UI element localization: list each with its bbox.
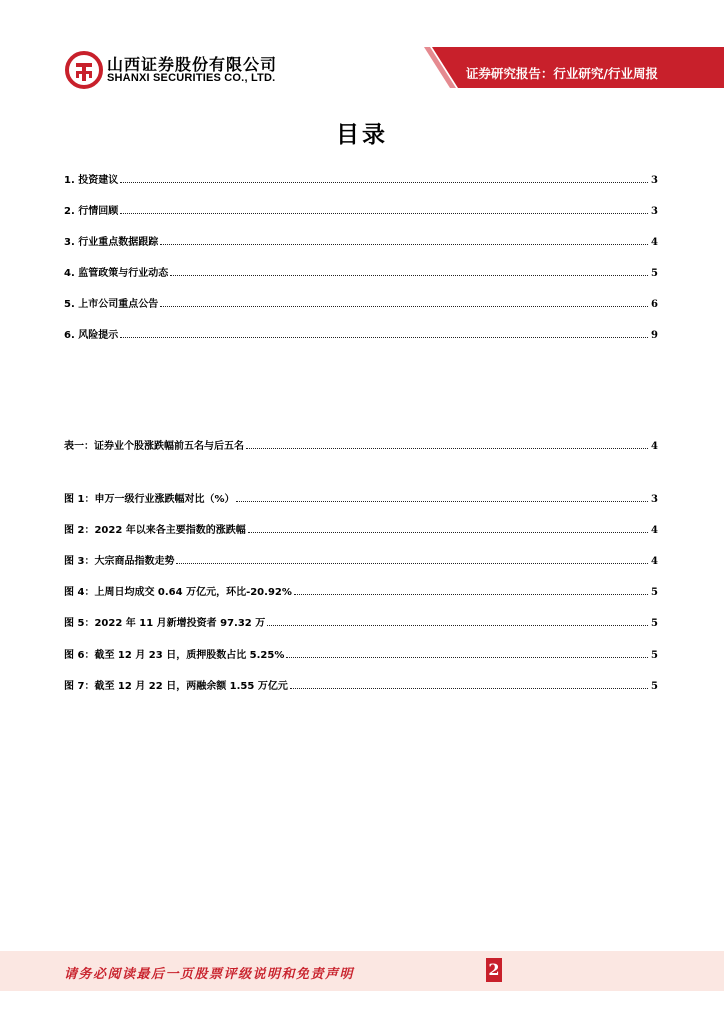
toc-entry-label: 图 1：申万一级行业涨跌幅对比（%） xyxy=(64,494,235,505)
toc-entry-page: 4 xyxy=(651,556,658,567)
toc-leader-dots xyxy=(170,275,648,276)
toc-leader-dots xyxy=(236,501,648,502)
toc-table-entry[interactable] xyxy=(64,436,658,452)
toc-entry-page: 5 xyxy=(651,268,658,279)
toc-entry-page: 5 xyxy=(651,681,658,692)
toc-entry-label: 表一：证券业个股涨跌幅前五名与后五名 xyxy=(64,441,244,452)
toc-entry-page: 5 xyxy=(651,618,658,629)
toc-figure-entry[interactable] xyxy=(64,582,658,598)
toc-entry-label: 图 5：2022 年 11 月新增投资者 97.32 万 xyxy=(64,618,266,629)
toc-entry-label: 4. 监管政策与行业动态 xyxy=(64,268,169,279)
toc-leader-dots xyxy=(160,306,648,307)
toc-entry-label: 3. 行业重点数据跟踪 xyxy=(64,237,159,248)
toc-figure-entry[interactable] xyxy=(64,520,658,536)
toc-entry-page: 5 xyxy=(651,587,658,598)
toc-figure-entry[interactable] xyxy=(64,676,658,692)
toc-leader-dots xyxy=(160,244,648,245)
toc-entry-label: 2. 行情回顾 xyxy=(64,206,119,217)
toc-entry-page: 5 xyxy=(651,650,658,661)
toc-entry-risk-warning[interactable] xyxy=(64,325,658,341)
toc-leader-dots xyxy=(120,213,648,214)
toc-entry-page: 9 xyxy=(651,330,658,341)
toc-leader-dots xyxy=(176,563,648,564)
toc-leader-dots xyxy=(246,448,648,449)
toc-entry-page: 4 xyxy=(651,237,658,248)
toc-entry-label: 1. 投资建议 xyxy=(64,175,119,186)
toc-entry-investment-advice[interactable] xyxy=(64,170,658,186)
toc-leader-dots xyxy=(290,688,648,689)
toc-leader-dots xyxy=(286,657,648,658)
toc-entry-market-review[interactable] xyxy=(64,201,658,217)
toc-leader-dots xyxy=(294,594,648,595)
report-type-label: 证券研究报告：行业研究/行业周报 xyxy=(465,66,658,81)
toc-entry-page: 3 xyxy=(651,494,658,505)
company-name-en: SHANXI SECURITIES CO., LTD. xyxy=(107,72,276,84)
toc-entry-label: 图 3：大宗商品指数走势 xyxy=(64,556,175,567)
toc-entry-label: 图 6：截至 12 月 23 日，质押股数占比 5.25% xyxy=(64,650,285,661)
company-name-cn: 山西证券股份有限公司 xyxy=(107,55,278,74)
toc-figure-entry[interactable] xyxy=(64,551,658,567)
disclaimer-text: 请务必阅读最后一页股票评级说明和免责声明 xyxy=(64,967,355,982)
toc-figure-entry[interactable] xyxy=(64,645,658,661)
toc-entry-page: 3 xyxy=(651,206,658,217)
toc-leader-dots xyxy=(120,182,648,183)
toc-entry-page: 4 xyxy=(651,525,658,536)
page-number: 2 xyxy=(486,958,502,982)
toc-entry-key-data-tracking[interactable] xyxy=(64,232,658,248)
toc-entry-regulatory-policy[interactable] xyxy=(64,263,658,279)
toc-entry-page: 3 xyxy=(651,175,658,186)
toc-title: 目录 xyxy=(336,122,388,148)
page-header xyxy=(0,0,724,100)
toc-entry-page: 6 xyxy=(651,299,658,310)
toc-entry-page: 4 xyxy=(651,441,658,452)
toc-entry-company-announcements[interactable] xyxy=(64,294,658,310)
header-banner xyxy=(0,0,724,100)
toc-leader-dots xyxy=(248,532,648,533)
toc-entry-label: 5. 上市公司重点公告 xyxy=(64,299,159,310)
toc-entry-label: 图 7：截至 12 月 22 日，两融余额 1.55 万亿元 xyxy=(64,681,288,692)
toc-figure-entry[interactable] xyxy=(64,613,658,629)
toc-entry-label: 图 4：上周日均成交 0.64 万亿元，环比-20.92% xyxy=(64,587,292,598)
toc-leader-dots xyxy=(267,625,648,626)
toc-leader-dots xyxy=(120,337,648,338)
toc-figure-entry[interactable] xyxy=(64,489,658,505)
toc-entry-label: 6. 风险提示 xyxy=(64,330,119,341)
toc-entry-label: 图 2：2022 年以来各主要指数的涨跌幅 xyxy=(64,525,246,536)
page-footer xyxy=(0,951,724,991)
